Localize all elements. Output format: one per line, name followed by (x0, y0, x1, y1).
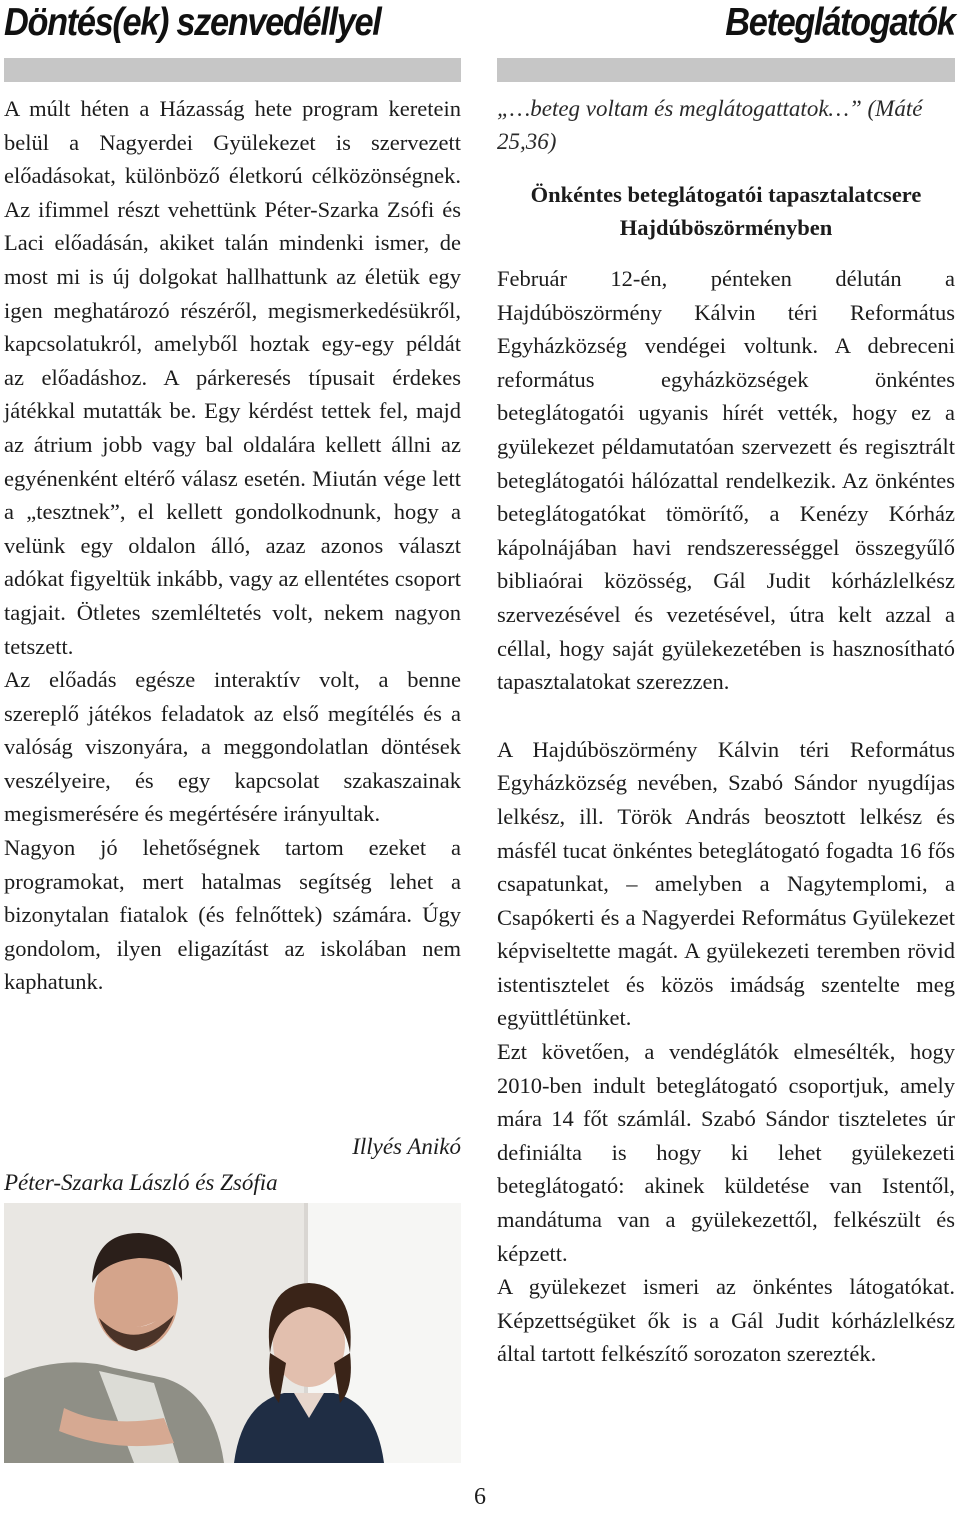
article-photo (4, 1203, 461, 1463)
left-article-title: Döntés(ek) szenvedéllyel (4, 1, 381, 44)
left-paragraph-1: A múlt héten a Házasság hete program keretein belül a Nagyerdei Gyülekezet is szervezett előadásokat, különböző életkorú célközönségnek. Az ifimmel részt vehettünk Péter-Szarka Zsófi és Laci előadásán, akiket talán mindenki ismer, de most mi is új dolgokat hallhattunk az életük egy igen meghatározó részéről, megismerkedésükről, kapcsolatukról, amelyből hoztak egy-egy példát az előadáshoz. A párkeresés típusait érdekes játékkal mutatták be. Egy kérdést tettek fel, majd az átrium jobb vagy bal oldalára kellett állni az egyénenként eltérő válasz esetén. Miután vége lett a „tesztnek”, el kellett gondolkodnunk, hogy a velünk egy oldalon álló, azaz azonos választ adókat figyeltük inkább, vagy az ellentétes csoport tagjait. Ötletes szemléltetés volt, nekem nagyon tetszett. (4, 96, 461, 659)
left-paragraph-2: Az előadás egésze interaktív volt, a benne szereplő játékos feladatok az első megítélés és a valóság viszonyára, a meggondolatlan döntések veszélyeire, és egy kapcsolat szakaszainak megismerésére és megértésére irányultak. (4, 667, 461, 827)
left-paragraph-3: Nagyon jó lehetőségnek tartom ezeket a programokat, mert hatalmas segítség lehet a bizonytalan fiatalok (és felnőttek) számára. Úgy gondolom, ilyen eligazítást az iskolában nem kaphatunk. (4, 835, 461, 995)
left-title-bar (4, 58, 461, 82)
right-article-subtitle: Önkéntes beteglátogatói tapasztalatcsere Hajdúböszörményben (530, 182, 922, 240)
left-article-body (4, 92, 461, 999)
paragraph-gap (497, 699, 955, 733)
right-article-title: Beteglátogatók (725, 1, 955, 44)
right-title-bar (497, 58, 955, 82)
bible-quote: „…beteg voltam és meglátogattatok…” (Máté 25,36) (497, 96, 923, 154)
author-signature: Illyés Anikó (352, 1134, 461, 1159)
right-paragraph-4: A gyülekezet ismeri az önkéntes látogatókat. Képzettségüket ők is a Gál Judit kórházlelkész által tartott felkészítő sorozaton szerezték. (497, 1274, 955, 1367)
photo-caption: Péter-Szarka László és Zsófia (4, 1170, 278, 1195)
right-article-body (497, 262, 955, 1371)
page-number: 6 (474, 1484, 486, 1510)
photo-illustration (4, 1203, 461, 1463)
right-paragraph-2: A Hajdúböszörmény Kálvin téri Református Egyházközség nevében, Szabó Sándor nyugdíjas lelkész, ill. Török András beosztott lelkész és másfél tucat önkéntes beteglátogató fogadta 16 fős csapatunkat, – amelyben a Nagytemplomi, a Csapókerti és a Nagyerdei Református Gyülekezet képviseltette magát. A gyülekezeti teremben rövid istentisztelet és közös imádság szentelte meg együttlétünket. (497, 736, 955, 1031)
right-paragraph-1: Február 12-én, pénteken délután a Hajdúböszörmény Kálvin téri Református Egyházközség vendégei voltunk. A debreceni református egyházközségek önkéntes beteglátogatói ugyanis hírét vették, hogy ez a gyülekezet példamutatóan szervezett és regisztrált beteglátogatói hálózattal rendelkezik. Az önkéntes beteglátogatókat tömörítő, a Kenézy Kórház kápolnájában havi rendszerességgel összegyűlő bibliaórai közösség, Gál Judit kórházlelkész szervezésével és vezetésével, útra kelt azzal a céllal, hogy saját gyülekezetében is hasznosítható tapasztalatokat szerezzen. (497, 266, 955, 695)
right-paragraph-3: Ezt követően, a vendéglátók elmesélték, hogy 2010-ben indult beteglátogató csoportjuk, amely mára 14 főt számlál. Szabó Sándor tiszteletes úr definiálta is hogy ki lehet gyülekezeti beteglátogató: akinek küldetése van Istentől, mandátuma van a gyülekezettől, felkészült és képzett. (497, 1039, 955, 1266)
